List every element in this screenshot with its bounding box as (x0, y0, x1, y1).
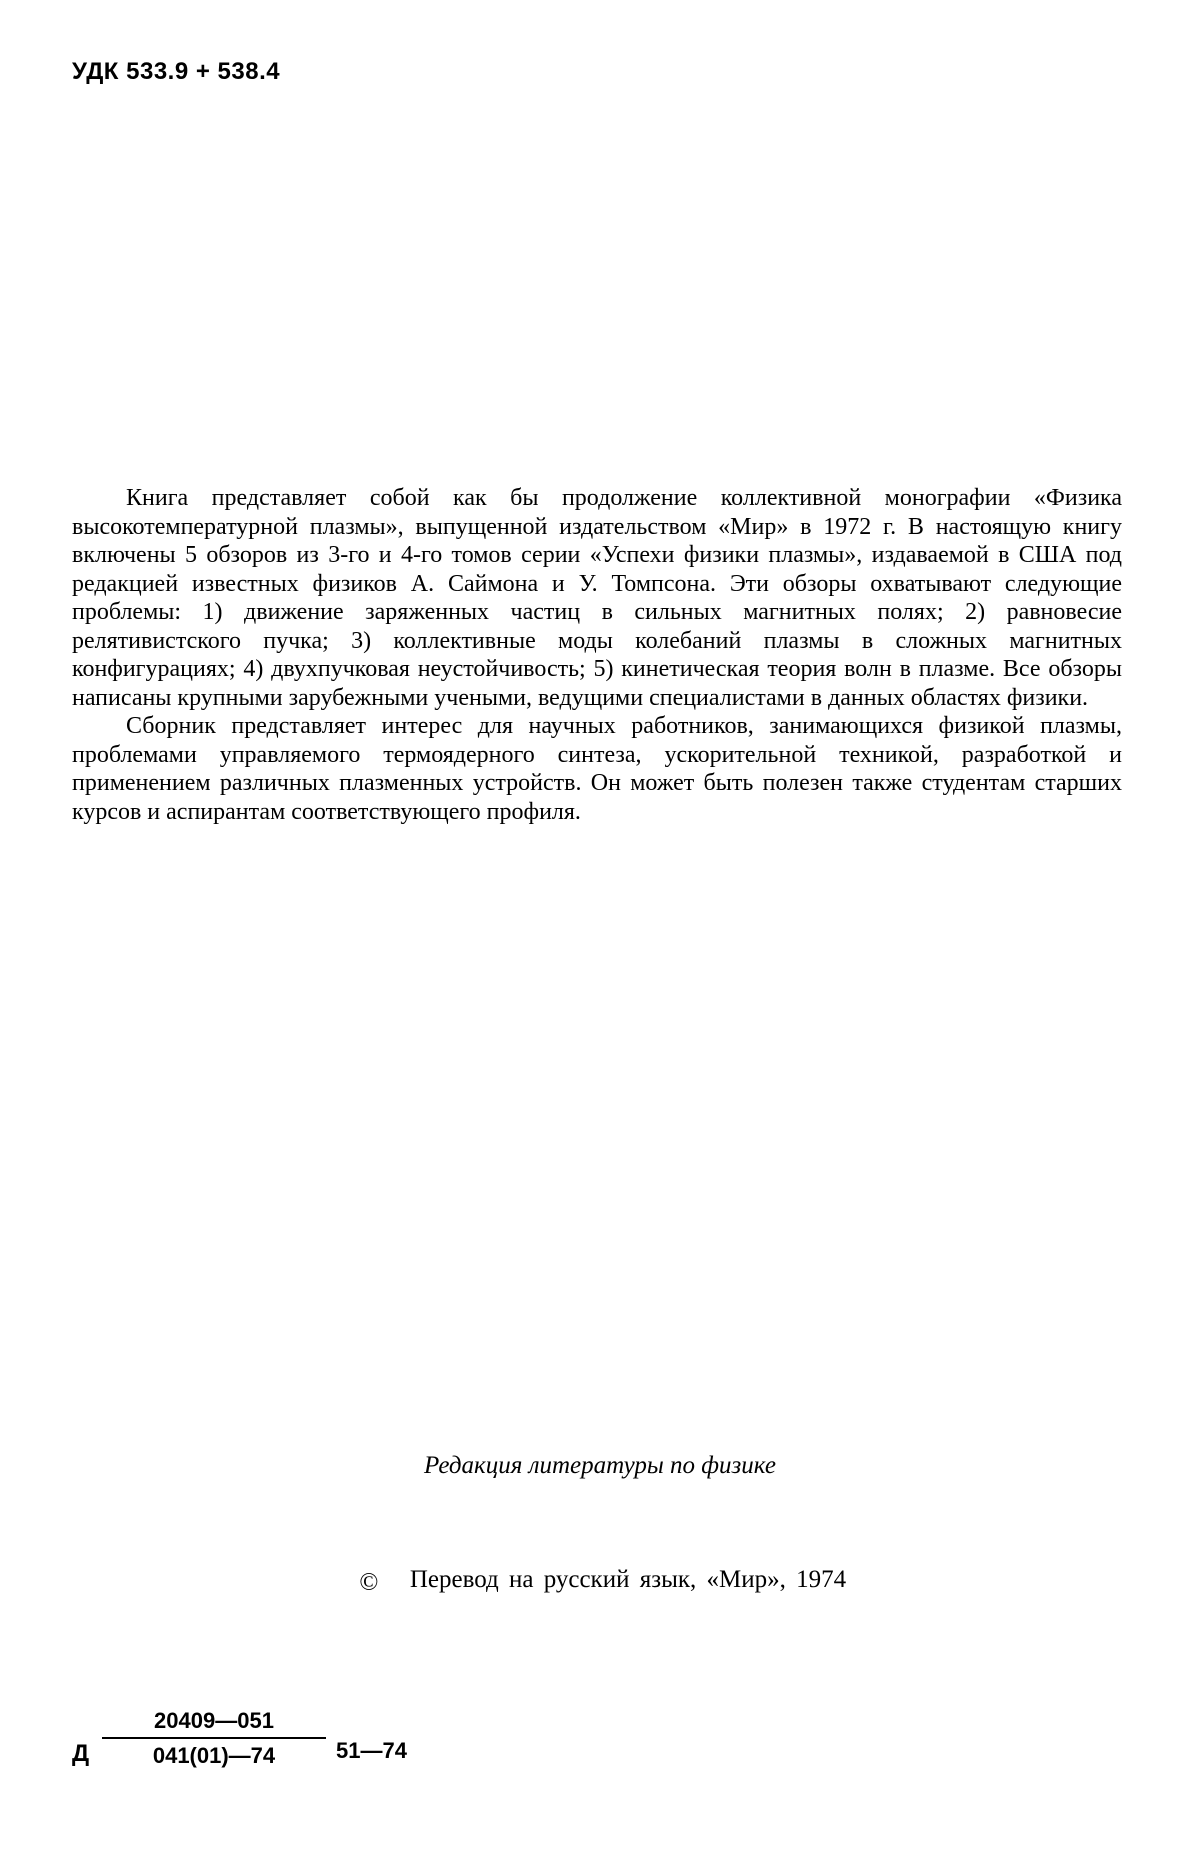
copyright-line (0, 1566, 1200, 1598)
abstract (72, 484, 1122, 826)
udc-code: УДК 533.9 + 538.4 (72, 58, 281, 85)
abstract-paragraph-1: Книга представляет собой как бы продолжение коллективной монографии «Физика высокотемпературной плазмы», выпущенной издательством «Мир» в 1972 г. В настоящую книгу включены 5 обзоров из 3-го и 4-го томов серии «Успехи физики плазмы», издаваемой в США под редакцией известных физиков А. Саймона и У. Томпсона. Эти обзоры охватывают следующие проблемы: 1) движение заряженных частиц в сильных магнитных полях; 2) равновесие релятивистского пучка; 3) коллективные моды колебаний плазмы в сложных магнитных конфигурациях; 4) двухпучковая неустойчивость; 5) кинетическая теория волн в плазме. Все обзоры написаны крупными зарубежными учеными, ведущими специалистами в данных областях физики. (72, 485, 1122, 711)
index-denominator: 041(01)—74 (152, 1743, 276, 1768)
index-suffix: 51—74 (336, 1738, 407, 1763)
editorial-department: Редакция литературы по физике (424, 1452, 776, 1479)
copyright-text: Перевод на русский язык, «Мир», 1974 (409, 1566, 847, 1593)
index-fraction (102, 1708, 326, 1769)
abstract-paragraph-2: Сборник представляет интерес для научных работников, занимающихся физикой плазмы, проблемами управляемого термоядерного синтеза, ускорительной техникой, разработкой и применением различных плазменных устройств. Он может быть полезен также студентам старших курсов и аспирантам соответствующего профиля. (72, 713, 1122, 825)
copyright-icon: © (359, 1569, 379, 1596)
index-numerator: 20409—051 (154, 1708, 274, 1733)
index-letter: Д (72, 1740, 90, 1767)
publication-index (72, 1708, 407, 1798)
